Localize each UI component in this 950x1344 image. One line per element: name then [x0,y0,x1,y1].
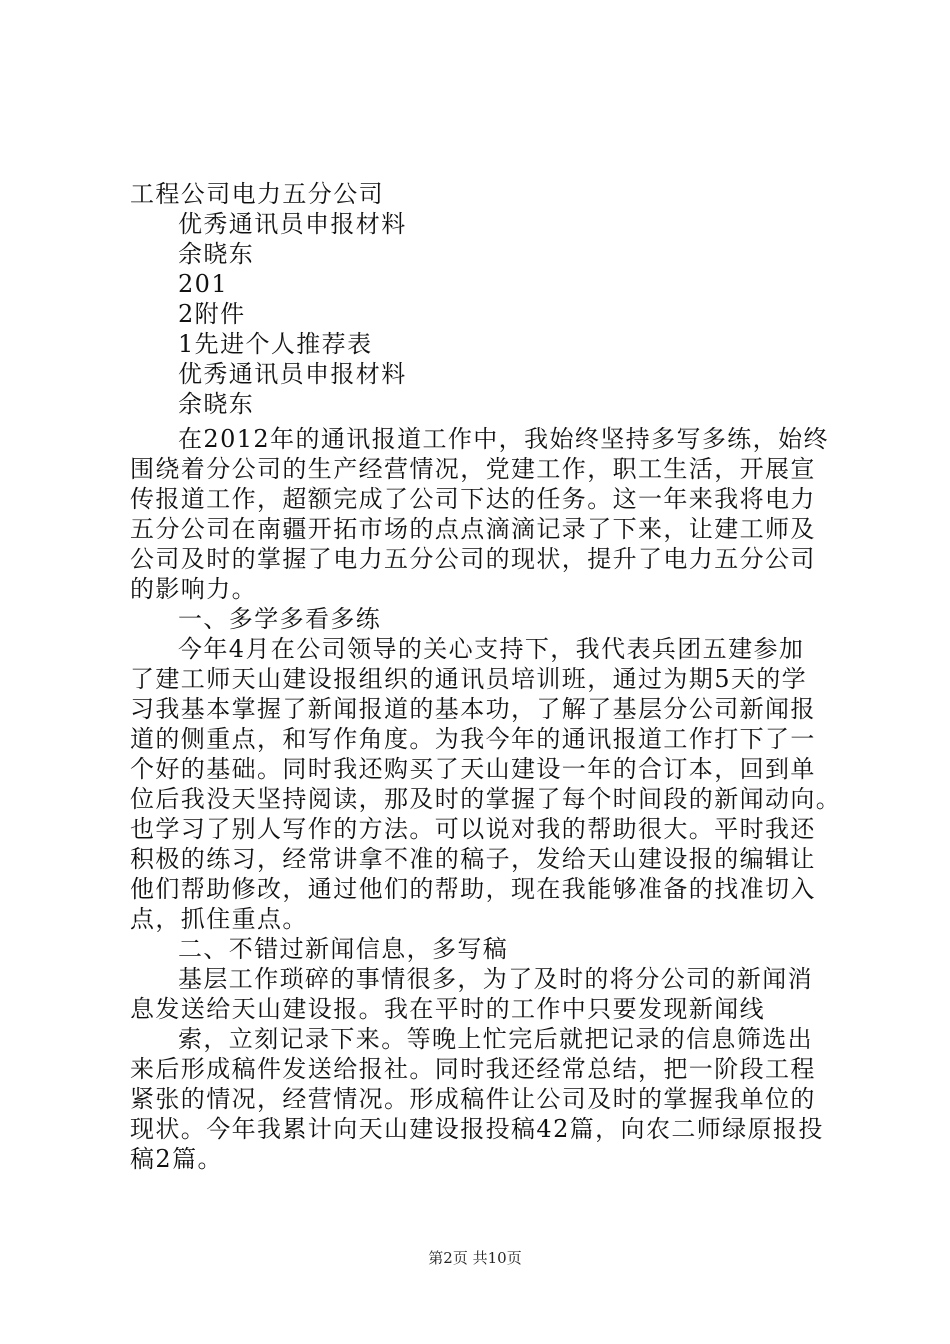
year-fragment-line: 201 [178,270,229,298]
paragraph-line: 来后形成稿件发送给报社。同时我还经常总结，把一阶段工程 [130,1055,816,1083]
page-number-footer: 第2页 共10页 [428,1249,522,1267]
paragraph-line: 现状。今年我累计向天山建设报投稿42篇，向农二师绿原报投 [130,1115,824,1143]
section-heading-1: 一、多学多看多练 [178,605,382,633]
paragraph-line: 五分公司在南疆开拓市场的点点滴滴记录了下来，让建工师及 [130,515,816,543]
paragraph-line: 道的侧重点，和写作角度。为我今年的通讯报道工作打下了一 [130,725,816,753]
paragraph-line: 了建工师天山建设报组织的通讯员培训班，通过为期5天的学 [130,665,808,693]
recommendation-form-line: 1先进个人推荐表 [178,330,373,358]
paragraph-line: 的影响力。 [130,575,257,603]
paragraph-line: 也学习了别人写作的方法。可以说对我的帮助很大。平时我还 [130,815,816,843]
paragraph-line: 点，抓住重点。 [130,905,308,933]
paragraph-line: 基层工作琐碎的事情很多，为了及时的将分公司的新闻消 [178,965,813,993]
paragraph-line: 积极的练习，经常讲拿不准的稿子，发给天山建设报的编辑让 [130,845,816,873]
paragraph-line: 紧张的情况，经营情况。形成稿件让公司及时的掌握我单位的 [130,1085,816,1113]
author-name-line: 余晓东 [178,240,255,268]
material-title-repeat-line: 优秀通讯员申报材料 [178,360,407,388]
section-heading-2: 二、不错过新闻信息，多写稿 [178,935,509,963]
paragraph-line: 在2012年的通讯报道工作中，我始终坚持多写多练，始终 [178,425,829,453]
company-name-line: 工程公司电力五分公司 [130,180,384,208]
paragraph-line: 他们帮助修改，通过他们的帮助，现在我能够准备的找准切入 [130,875,816,903]
author-name-repeat-line: 余晓东 [178,390,255,418]
paragraph-line: 个好的基础。同时我还购买了天山建设一年的合订本，回到单 [130,755,816,783]
paragraph-line: 围绕着分公司的生产经营情况，党建工作，职工生活，开展宣 [130,455,816,483]
paragraph-line: 位后我没天坚持阅读，那及时的掌握了每个时间段的新闻动向。 [130,785,842,813]
paragraph-line: 公司及时的掌握了电力五分公司的现状，提升了电力五分公司 [130,545,816,573]
paragraph-line: 索，立刻记录下来。等晚上忙完后就把记录的信息筛选出 [178,1025,813,1053]
attachment-line: 2附件 [178,300,246,328]
paragraph-line: 息发送给天山建设报。我在平时的工作中只要发现新闻线 [130,995,765,1023]
paragraph-line: 传报道工作，超额完成了公司下达的任务。这一年来我将电力 [130,485,816,513]
paragraph-line: 稿2篇。 [130,1145,223,1173]
material-title-line: 优秀通讯员申报材料 [178,210,407,238]
paragraph-line: 今年4月在公司领导的关心支持下，我代表兵团五建参加 [178,635,805,663]
paragraph-line: 习我基本掌握了新闻报道的基本功，了解了基层分公司新闻报 [130,695,816,723]
